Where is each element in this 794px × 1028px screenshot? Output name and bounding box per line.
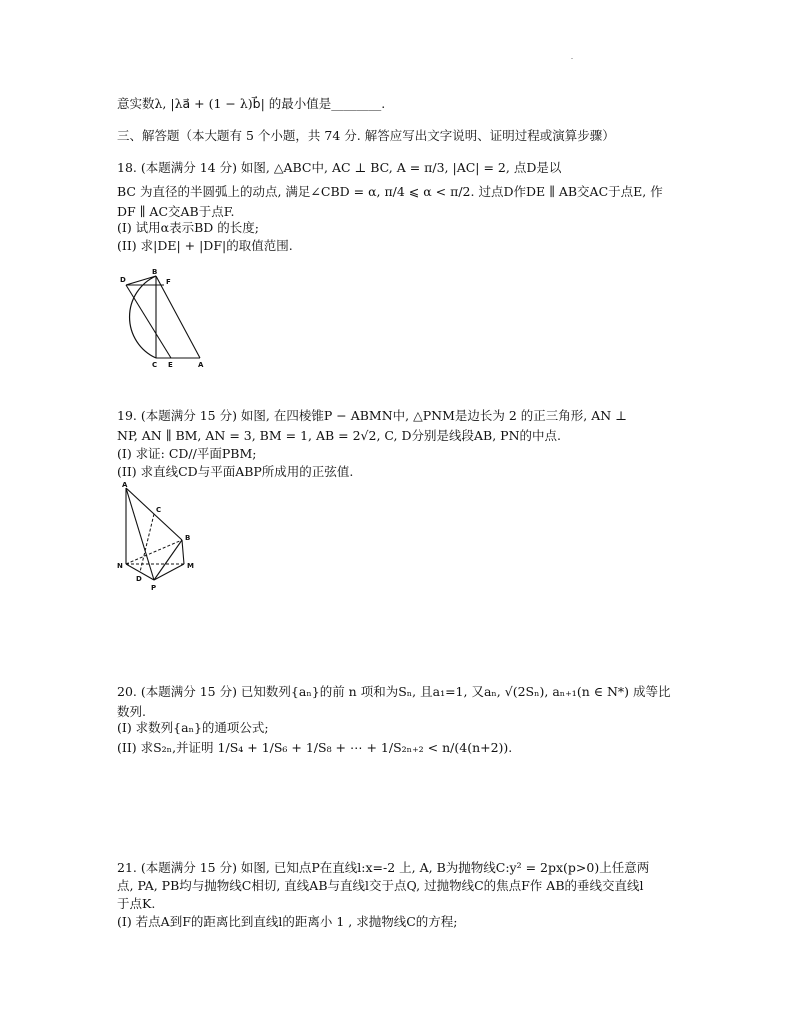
q17-tail: 意实数λ, |λa⃗ + (1 − λ)b⃗| 的最小值是________. [117,96,386,111]
segment-ba [156,276,200,358]
label-f: F [166,278,171,286]
label-n: N [117,562,123,570]
q20-line-2: 数列. [117,704,146,719]
edge-pm [154,564,184,580]
q19-part-1: (I) 求证: CD//平面PBM; [117,446,257,461]
q18-part-1: (I) 试用α表示BD 的长度; [117,220,259,235]
label-a: A [198,361,204,368]
q19-part-2: (II) 求直线CD与平面ABP所成用的正弦值. [117,464,354,479]
label-a: A [122,481,128,489]
figure-18 [112,268,212,368]
label-d: D [136,575,142,583]
q19-line-1: 19. (本题满分 15 分) 如图, 在四棱锥P − ABMN中, △PNM是边长为 2 的正三角形, AN ⊥ [117,408,627,423]
q20-part-1: (I) 求数列{aₙ}的通项公式; [117,720,269,735]
q18-line-1: 18. (本题满分 14 分) 如图, △ABC中, AC ⊥ BC, A = π/3, |AC| = 2, 点D是以 [117,160,562,175]
q21-line-3: 于点K. [117,896,156,911]
segment-db [126,276,156,285]
label-c: C [152,361,158,368]
label-b: B [185,534,191,542]
q21-line-2: 点, PA, PB均与抛物线C相切, 直线AB与直线l交于点Q, 过抛物线C的焦点F作 AB的垂线交直线l [117,878,644,893]
label-b: B [152,268,158,276]
q19-line-2: NP, AN ∥ BM, AN = 3, BM = 1, AB = 2√2, C, D分别是线段AB, PN的中点. [117,428,561,443]
edge-bm [182,540,184,564]
segment-de [126,285,171,358]
q18-part-2: (II) 求|DE| + |DF|的取值范围. [117,238,293,253]
section-heading: 三、解答题（本大题有 5 个小题，共 74 分. 解答应写出文字说明、证明过程或演算步骤） [117,128,615,143]
label-e: E [168,361,173,368]
q20-line-1: 20. (本题满分 15 分) 已知数列{aₙ}的前 n 项和为Sₙ, 且a₁=1, 又aₙ, √(2Sₙ), aₙ₊₁(n ∈ N*) 成等比 [117,684,671,699]
q21-part-1: (I) 若点A到F的距离比到直线l的距离小 1 , 求抛物线C的方程; [117,914,458,929]
segment-cd [140,514,154,572]
label-m: M [187,562,194,570]
semicircle-arc [130,276,156,358]
label-p: P [151,584,157,592]
q18-line-2: BC 为直径的半圆弧上的动点, 满足∠CBD = α, π/4 ⩽ α < π/2. 过点D作DE ∥ AB交AC于点E, 作 [117,184,663,199]
scan-speck [571,58,573,59]
q20-part-2: (II) 求S₂ₙ,并证明 1/S₄ + 1/S₆ + 1/S₈ + ⋯ + 1/S₂ₙ₊₂ < n/(4(n+2)). [117,740,513,755]
label-c: C [156,506,162,514]
q18-line-3: DF ∥ AC交AB于点F. [117,204,235,219]
q21-line-1: 21. (本题满分 15 分) 如图, 已知点P在直线l:x=-2 上, A, B为抛物线C:y² = 2px(p>0)上任意两 [117,860,650,875]
figure-19 [114,480,198,592]
label-d: D [120,276,126,284]
